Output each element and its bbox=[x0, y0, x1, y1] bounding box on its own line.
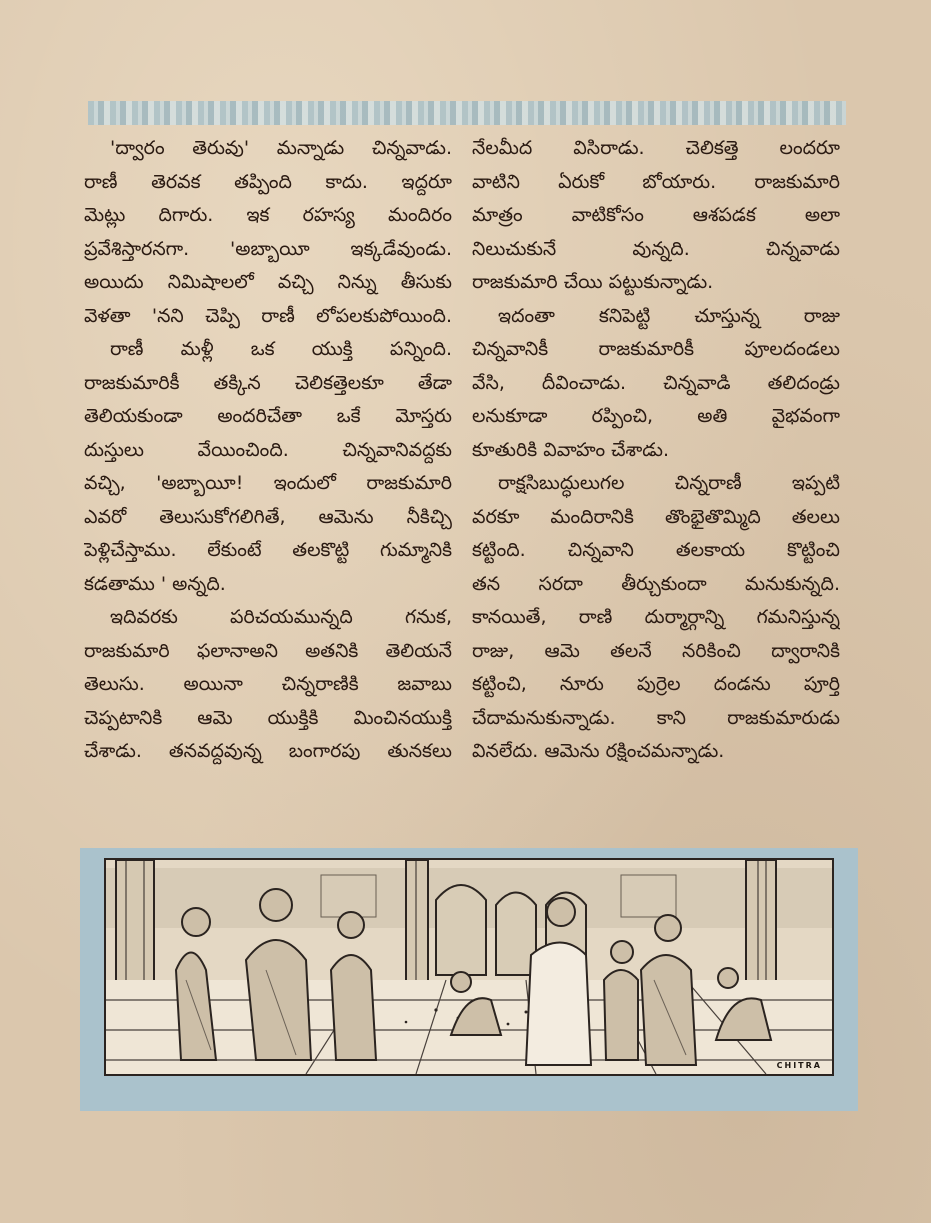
text-line: తెలుసు. అయినా చిన్నరాణికి జవాబు bbox=[84, 673, 452, 695]
text-line: రాజకుమారి చేయి పట్టుకున్నాడు. bbox=[472, 271, 714, 293]
text-line: ప్రవేశిస్తారనగా. 'అబ్బాయీ ఇక్కడేవుండు. bbox=[84, 237, 452, 260]
text-line: రాజకుమారికీ తక్కిన చెలికత్తెలకూ తేడా bbox=[84, 371, 452, 394]
text-line: కూతురికి వివాహం చేశాడు. bbox=[472, 438, 669, 461]
text-line: చిన్నవానికీ రాజకుమారికీ పూలదండలు bbox=[472, 338, 840, 360]
text-line: వచ్చి, 'అబ్బాయీ! ఇందులో రాజకుమారి bbox=[84, 472, 452, 494]
text-line: రాజు, ఆమె తలనే నరికించి ద్వారానికి bbox=[472, 639, 840, 662]
text-line: ఇదంతా కనిపెట్టి చూస్తున్న రాజు bbox=[498, 304, 840, 327]
text-line: నిలుచుకునే వున్నది. చిన్నవాడు bbox=[472, 237, 840, 260]
illustration-drawing bbox=[106, 860, 832, 1074]
text-line: కానయితే, రాణి దుర్మార్గాన్ని గమనిస్తున్న bbox=[472, 606, 840, 628]
text-line: రాణీ మళ్లీ ఒక యుక్తి పన్నింది. bbox=[110, 338, 452, 360]
text-line: తన సరదా తీర్చుకుందా మనుకున్నది. bbox=[472, 572, 840, 595]
text-line: వినలేదు. ఆమెను రక్షించమన్నాడు. bbox=[472, 740, 725, 762]
decorative-border bbox=[88, 101, 846, 125]
text-line: రాక్షసిబుద్ధులుగల చిన్నరాణీ ఇప్పటి bbox=[498, 472, 840, 494]
paragraph bbox=[84, 333, 452, 601]
text-line: మాత్రం వాటికోసం ఆశపడక అలా bbox=[472, 204, 840, 226]
right-text-column bbox=[472, 132, 840, 769]
paragraph bbox=[84, 601, 452, 769]
text-line: చెప్పటానికి ఆమె యుక్తికి మించినయుక్తి bbox=[84, 706, 452, 729]
text-line: పెళ్లిచేస్తాము. లేకుంటే తలకొట్టి గుమ్మానికి bbox=[84, 539, 452, 561]
text-line: మెట్లు దిగారు. ఇక రహస్య మందిరం bbox=[84, 204, 452, 226]
paragraph bbox=[84, 132, 452, 333]
paragraph bbox=[472, 300, 840, 468]
text-line: చేశాడు. తనవద్దవున్న బంగారపు తునకలు bbox=[84, 740, 452, 762]
text-line: లనుకూడా రప్పించి, అతి వైభవంగా bbox=[472, 405, 840, 427]
text-line: తెలియకుండా అందరిచేతా ఒకే మోస్తరు bbox=[84, 405, 452, 427]
text-line: 'ద్వారం తెరువు' మన్నాడు చిన్నవాడు. bbox=[110, 137, 452, 159]
text-line: కట్టింది. చిన్నవాని తలకాయ కొట్టించి bbox=[472, 539, 840, 561]
text-line: ఇదివరకు పరిచయమున్నది గనుక, bbox=[110, 606, 452, 628]
paragraph bbox=[472, 467, 840, 769]
left-text-column bbox=[84, 132, 452, 769]
text-line: చేదామనుకున్నాడు. కాని రాజకుమారుడు bbox=[472, 706, 840, 729]
text-line: అయిదు నిమిషాలలో వచ్చి నిన్ను తీసుకు bbox=[84, 271, 452, 293]
artist-signature: CHITRA bbox=[776, 1061, 822, 1070]
text-line: నేలమీద విసిరాడు. చెలికత్తె లందరూ bbox=[472, 137, 840, 159]
text-line: వెళతా 'నని చెప్పి రాణీ లోపలకుపోయింది. bbox=[84, 304, 452, 327]
text-line: కడతాము ' అన్నది. bbox=[84, 572, 226, 595]
paragraph bbox=[472, 132, 840, 300]
text-line: వాటిని ఏరుకో బోయారు. రాజకుమారి bbox=[472, 170, 840, 193]
text-line: దుస్తులు వేయించింది. చిన్నవానివద్దకు bbox=[84, 438, 452, 461]
text-line: వరకూ మందిరానికి తొంభైతొమ్మిది తలలు bbox=[472, 505, 840, 528]
text-line: ఎవరో తెలుసుకోగలిగితే, ఆమెను నీకిచ్చి bbox=[84, 505, 452, 528]
illustration bbox=[104, 858, 834, 1076]
text-line: రాణీ తెరవక తప్పింది కాదు. ఇద్దరూ bbox=[84, 170, 452, 193]
text-line: కట్టించి, నూరు పుర్రెల దండను పూర్తి bbox=[472, 673, 840, 695]
text-line: వేసి, దీవించాడు. చిన్నవాడి తలిదండ్రు bbox=[472, 371, 840, 394]
text-line: రాజకుమారి ఫలానాఅని అతనికి తెలియనే bbox=[84, 639, 452, 662]
